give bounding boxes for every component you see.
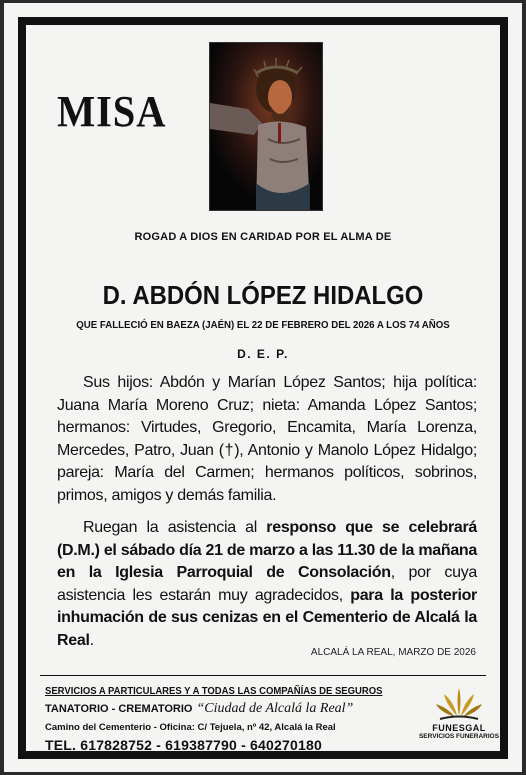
place-date: ALCALÁ LA REAL, MARZO DE 2026	[310, 647, 476, 658]
intro-line: ROGAD A DIOS EN CARIDAD POR EL ALMA DE	[134, 231, 392, 243]
logo-subtitle: SERVICIOS FUNERARIOS	[418, 733, 500, 740]
funesgal-logo	[418, 686, 500, 754]
invitation-paragraph	[57, 517, 477, 652]
invitation-text-3: .	[89, 631, 94, 649]
flame-leaf-icon	[434, 686, 484, 722]
dep-line: D. E. P.	[237, 347, 289, 361]
family-paragraph: Sus hijos: Abdón y Marían López Santos; hija política: Juana María Moreno Cruz; nieta: Amanda López Santos; hermanos: Virtudes, Gregorio, Encamita, María Lorenza, Mercedes, Patro, Juan (†), Antonio y Manolo López Hidalgo; pareja: María del Carmen; hermanos políticos, sobrinos, primos, amigos y demás familia.	[57, 374, 477, 504]
footer-services: SERVICIOS A PARTICULARES Y A TODAS LAS COMPAÑÍAS DE SEGUROS	[45, 686, 383, 697]
misa-title: MISA	[57, 87, 167, 136]
invitation-bold-1: responso que se celebrará (D.M.) el sábado día 21 de marzo a las 11.30 de la mañana en la Iglesia Parroquial de Consolación	[57, 519, 478, 581]
footer-phones: TEL. 617828752 - 619387790 - 640270180	[45, 737, 322, 753]
tanatorio-name: “Ciudad de Alcalá la Real”	[196, 701, 354, 716]
tanatorio-label: TANATORIO - CREMATORIO	[45, 703, 193, 715]
deceased-name: D. ABDÓN LÓPEZ HIDALGO	[102, 280, 424, 310]
death-details: QUE FALLECIÓ EN BAEZA (JAÉN) EL 22 DE FEBRERO DEL 2026 A LOS 74 AÑOS	[76, 319, 450, 331]
crucifix-photo	[209, 42, 323, 211]
footer-divider	[40, 675, 486, 676]
footer-address: Camino del Cementerio - Oficina: C/ Tejuela, nº 42, Alcalá la Real	[45, 722, 336, 733]
logo-name: FUNESGAL	[432, 723, 486, 733]
invitation-text-2: , por cuya asistencia les estarán muy agradecidos,	[57, 564, 477, 604]
invitation-bold-2: para la posterior inhumación de sus cenizas en el Cementerio de Alcalá la Real	[57, 586, 477, 649]
footer-tanatorio	[45, 701, 353, 717]
invitation-text-1: Ruegan la asistencia al	[83, 519, 267, 536]
